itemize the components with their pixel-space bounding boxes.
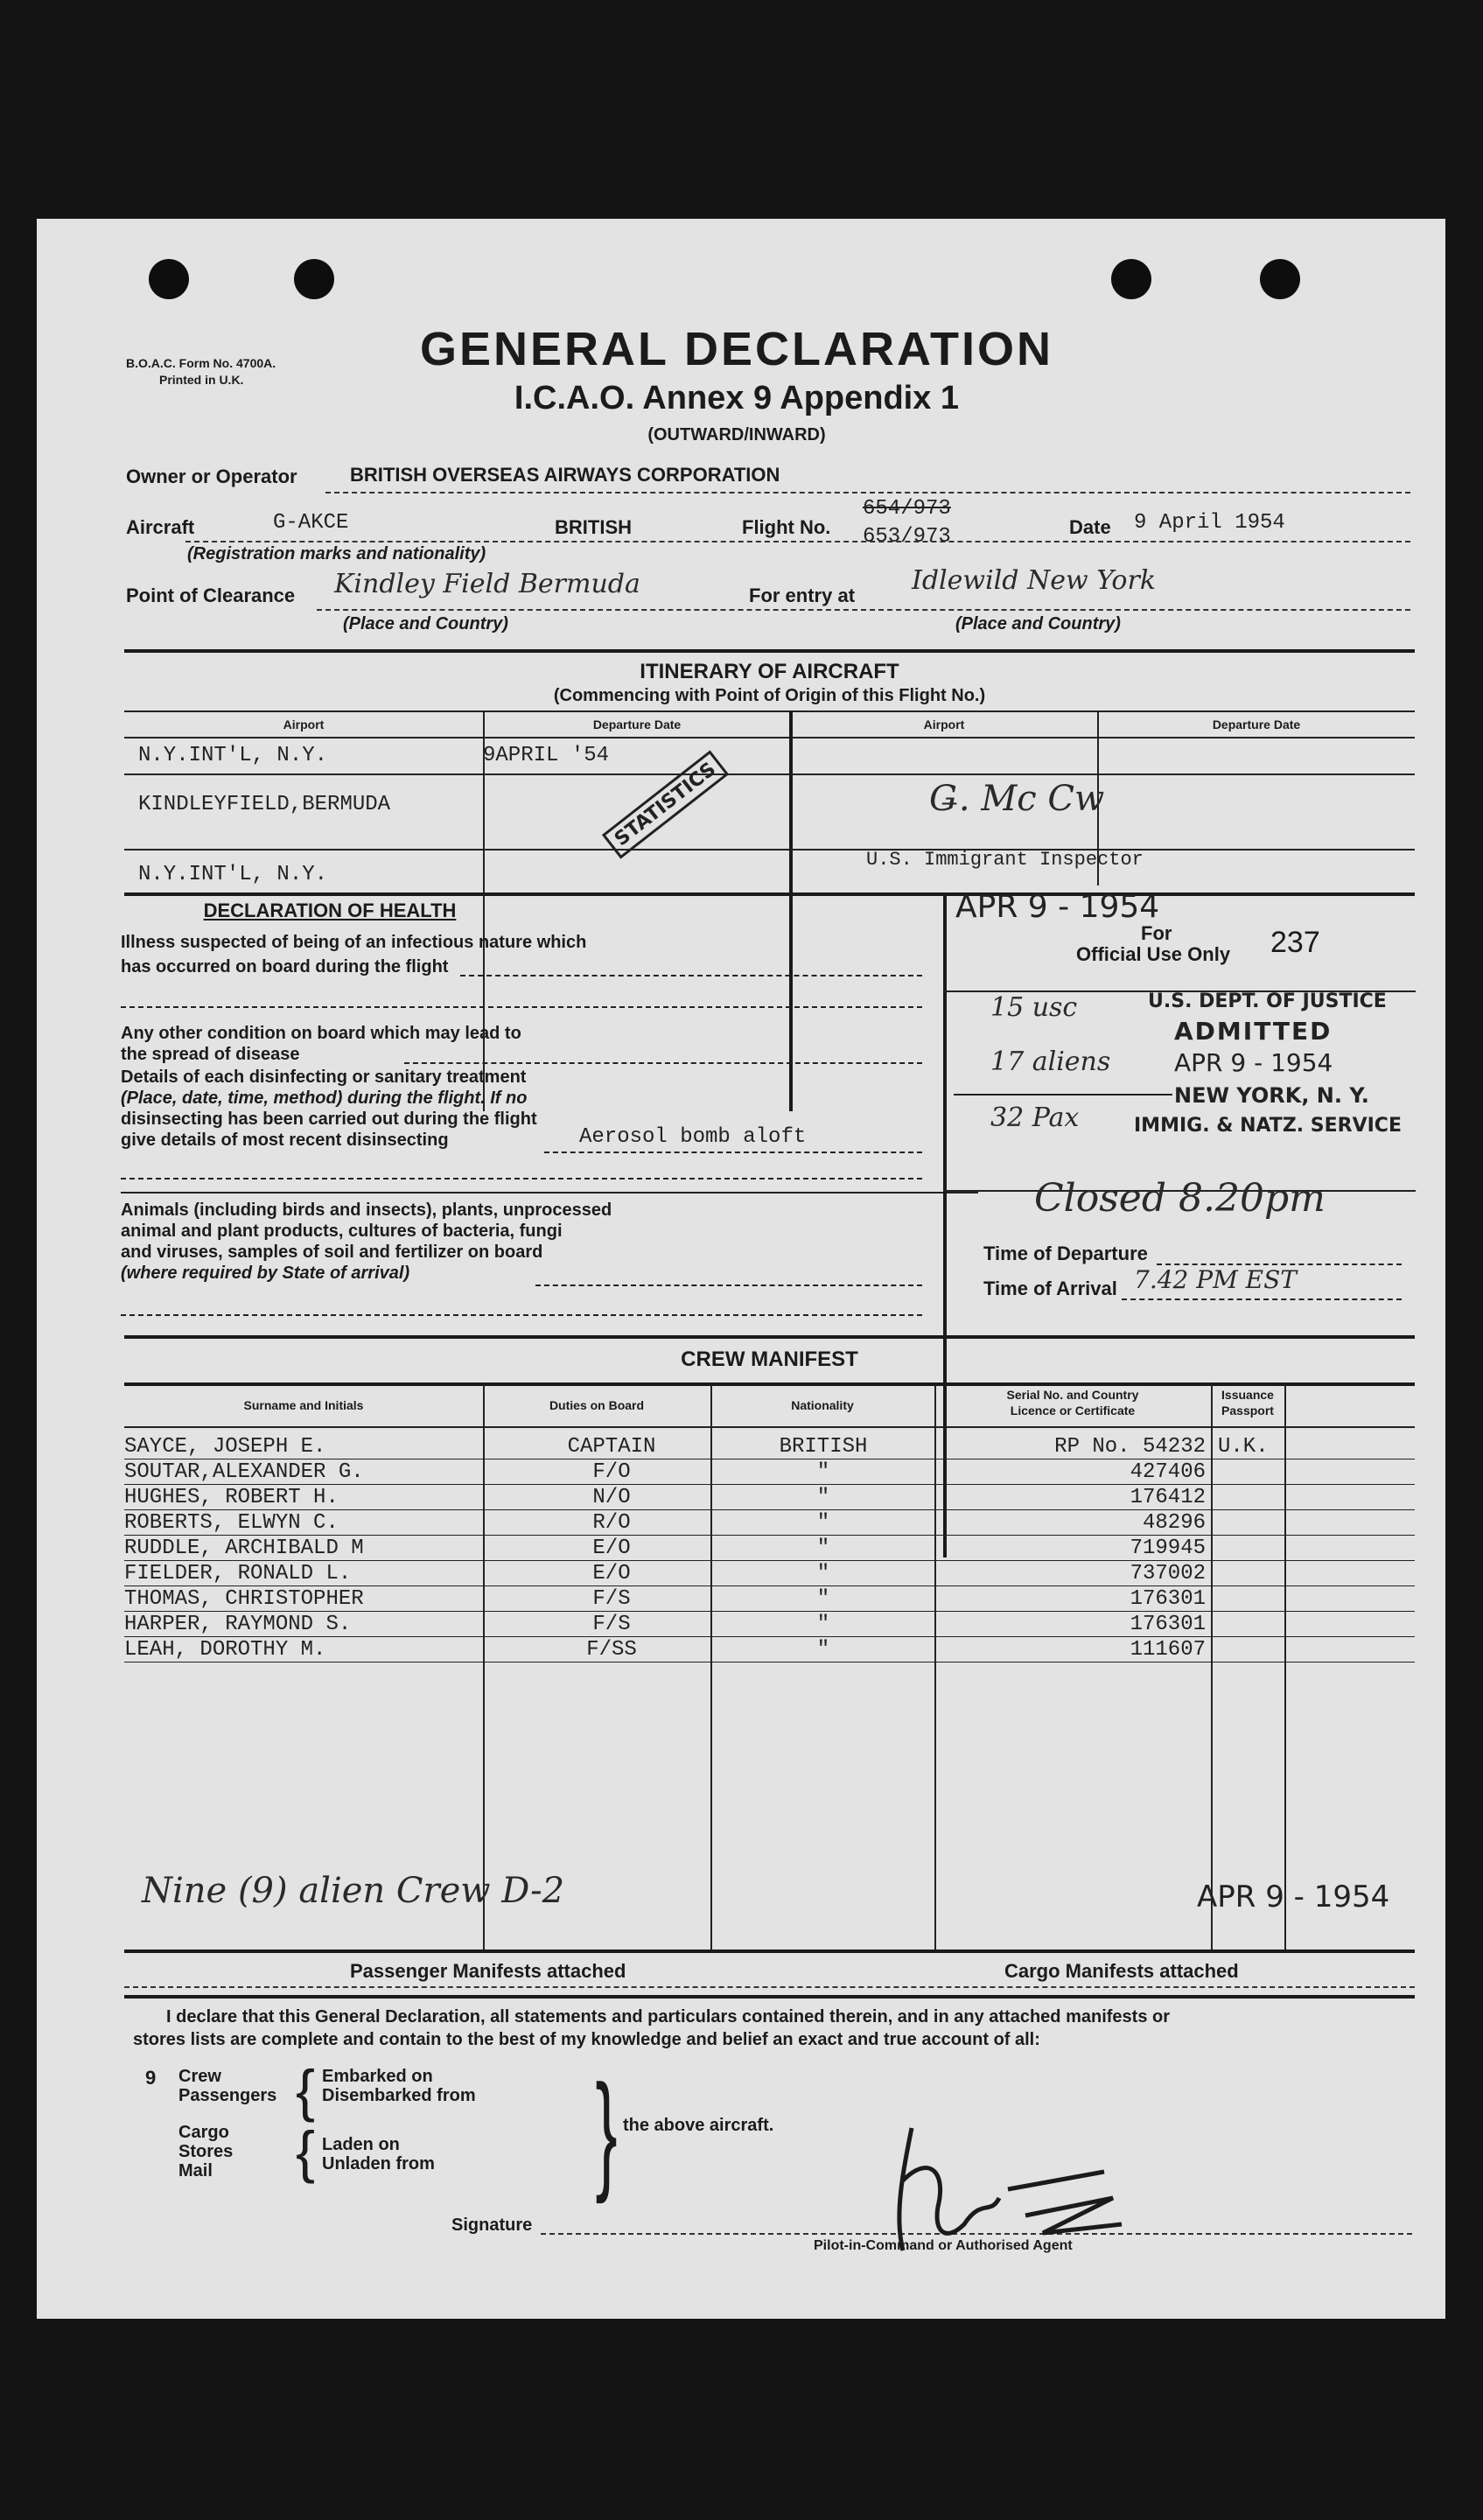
crew-row-rule [124, 1560, 1415, 1561]
brace-icon: { [296, 2058, 316, 2123]
place-note-entry: (Place and Country) [955, 614, 1121, 634]
pilot-signature [877, 2119, 1139, 2286]
cargo-manifests-label: Cargo Manifests attached [1004, 1960, 1239, 1982]
unladen-label: Unladen from [322, 2154, 435, 2174]
crew-serial: 48296 [1142, 1511, 1206, 1535]
brace-icon: { [296, 2119, 316, 2184]
crew-name: THOMAS, CHRISTOPHER [124, 1587, 364, 1611]
health-q1-line1: Illness suspected of being of an infectious nature which [121, 933, 587, 952]
crew-serial: 737002 [1130, 1562, 1206, 1586]
crew-name: SAYCE, JOSEPH E. [124, 1435, 326, 1459]
crew-name: SOUTAR,ALEXANDER G. [124, 1460, 364, 1484]
crew-serial: RP No. 54232 [1054, 1435, 1206, 1459]
itinerary-col-airport-1: Airport [283, 718, 325, 732]
alien-crew-note: Nine (9) alien Crew D-2 [142, 1871, 565, 1911]
crew-duty: F/S [592, 1613, 631, 1636]
clearance-value: Kindley Field Bermuda [334, 569, 640, 599]
crew-serial: 427406 [1130, 1460, 1206, 1484]
entry-label: For entry at [749, 584, 856, 606]
arrival-time-value: 7.42 PM EST [1134, 1265, 1297, 1294]
owner-value: BRITISH OVERSEAS AIRWAYS CORPORATION [350, 464, 780, 486]
form-sheet [37, 219, 1445, 2319]
count-us-citizens: 15 usc [990, 992, 1078, 1023]
crew-serial: 176301 [1130, 1613, 1206, 1636]
entry-value: Idlewild New York [912, 565, 1157, 596]
flight-label: Flight No. [742, 516, 831, 538]
embarked-label: Embarked on [322, 2067, 433, 2086]
aircraft-registration: G-AKCE [273, 511, 349, 535]
count-aliens: 17 aliens [990, 1046, 1111, 1077]
pilot-label: Pilot-in-Command or Authorised Agent [814, 2238, 1073, 2253]
declaration-line2: stores lists are complete and contain to the best of my knowledge and belief an exact and true account of all: [133, 2030, 1040, 2049]
crew-name: ROBERTS, ELWYN C. [124, 1511, 339, 1535]
health-q4-line2: animal and plant products, cultures of bacteria, fungi [121, 1222, 563, 1241]
page-subtitle: I.C.A.O. Annex 9 Appendix 1 [514, 380, 960, 416]
punch-hole [1111, 259, 1151, 299]
health-q1-line2: has occurred on board during the flight [121, 957, 449, 976]
crew-nationality: " [816, 1511, 830, 1535]
crew-label: Crew [178, 2067, 221, 2086]
admitted-stamp: ADMITTED [1174, 1017, 1333, 1046]
crew-duty: CAPTAIN [567, 1435, 656, 1459]
statistics-stamp: STATISTICS [602, 750, 729, 858]
stores-label: Stores [178, 2142, 234, 2161]
crew-serial: 176301 [1130, 1587, 1206, 1611]
count-passengers: 32 Pax [990, 1102, 1080, 1133]
admitted-city: NEW YORK, N. Y. [1174, 1083, 1369, 1108]
place-note-clearance: (Place and Country) [343, 614, 508, 634]
crew-issuance: U.K. [1218, 1435, 1269, 1459]
disembarked-label: Disembarked from [322, 2086, 476, 2105]
crew-row-rule [124, 1535, 1415, 1536]
flight-number-old: 654/973 [863, 497, 951, 521]
aircraft-nationality: BRITISH [555, 516, 632, 538]
crew-name: HARPER, RAYMOND S. [124, 1613, 352, 1636]
crew-duty: F/S [592, 1587, 631, 1611]
aircraft-label: Aircraft [126, 516, 195, 538]
crew-col-serial-2: Licence or Certificate [1010, 1404, 1136, 1418]
crew-nationality: " [816, 1638, 830, 1662]
official-use-label: Official Use Only [1076, 943, 1231, 965]
laden-label: Laden on [322, 2135, 400, 2154]
crew-name: HUGHES, ROBERT H. [124, 1486, 339, 1509]
crew-nationality: " [816, 1613, 830, 1636]
admitted-dept: U.S. DEPT. OF JUSTICE [1148, 990, 1387, 1012]
departure-time-label: Time of Departure [983, 1242, 1148, 1264]
crew-col-serial-1: Serial No. and Country [1006, 1388, 1139, 1402]
crew-date-stamp: APR 9 - 1954 [1197, 1880, 1390, 1914]
crew-duty: F/O [592, 1460, 631, 1484]
crew-nationality: " [816, 1587, 830, 1611]
crew-duty: E/O [592, 1562, 631, 1586]
crew-duty: E/O [592, 1536, 631, 1560]
crew-duty: N/O [592, 1486, 631, 1509]
flight-number: 653/973 [863, 525, 951, 549]
crew-duty: F/SS [586, 1638, 637, 1662]
inspector-title: U.S. Immigrant Inspector [866, 849, 1144, 871]
direction-label: (OUTWARD/INWARD) [647, 425, 826, 444]
admitted-date: APR 9 - 1954 [1174, 1048, 1333, 1077]
punch-hole [1260, 259, 1300, 299]
itinerary-subtitle: (Commencing with Point of Origin of this Flight No.) [553, 686, 986, 705]
passengers-label: Passengers [178, 2086, 277, 2105]
crew-serial: 719945 [1130, 1536, 1206, 1560]
crew-col-issuance-1: Issuance [1221, 1388, 1274, 1402]
admitted-service: IMMIG. & NATZ. SERVICE [1134, 1115, 1402, 1137]
health-q2-line1: Any other condition on board which may lead to [121, 1024, 521, 1043]
health-q3-line1: Details of each disinfecting or sanitary treatment [121, 1068, 527, 1087]
crew-name: LEAH, DOROTHY M. [124, 1638, 326, 1662]
crew-nationality: " [816, 1486, 830, 1509]
crew-title: CREW MANIFEST [681, 1348, 858, 1371]
crew-row-rule [124, 1509, 1415, 1510]
itinerary-row-2-airport: KINDLEYFIELD,BERMUDA [138, 793, 391, 816]
arrival-time-label: Time of Arrival [983, 1278, 1117, 1299]
for-label: For [1141, 922, 1172, 944]
arrival-date-stamp: APR 9 - 1954 [955, 889, 1160, 925]
itinerary-col-departure-1: Departure Date [592, 718, 682, 732]
printed-note: Printed in U.K. [159, 373, 244, 387]
disinsecting-value: Aerosol bomb aloft [579, 1125, 807, 1149]
cargo-label: Cargo [178, 2123, 229, 2142]
crew-row-rule [124, 1459, 1415, 1460]
crew-serial: 111607 [1130, 1638, 1206, 1662]
health-q4-line1: Animals (including birds and insects), plants, unprocessed [121, 1200, 612, 1220]
crew-col-duties: Duties on Board [549, 1398, 645, 1412]
crew-name: RUDDLE, ARCHIBALD M [124, 1536, 364, 1560]
crew-name: FIELDER, RONALD L. [124, 1562, 352, 1586]
health-q3-line3: disinsecting has been carried out during the flight [121, 1110, 537, 1129]
crew-duty: R/O [592, 1511, 631, 1535]
inspector-signature: Ǥ. Mc Cw [929, 779, 1105, 819]
crew-serial: 176412 [1130, 1486, 1206, 1509]
crew-count: 9 [145, 2067, 157, 2089]
crew-row-rule [124, 1484, 1415, 1485]
health-q4-line4: (where required by State of arrival) [121, 1264, 410, 1283]
crew-col-nationality: Nationality [791, 1398, 854, 1412]
official-number: 237 [1270, 926, 1320, 959]
itinerary-row-3-airport: N.Y.INT'L, N.Y. [138, 863, 328, 886]
health-q2-line2: the spread of disease [121, 1045, 300, 1064]
health-title: DECLARATION OF HEALTH [203, 900, 457, 921]
passenger-manifests-label: Passenger Manifests attached [350, 1960, 626, 1982]
crew-col-issuance-2: Passport [1221, 1404, 1274, 1418]
itinerary-row-1-date: 9APRIL '54 [483, 744, 610, 767]
crew-nationality: " [816, 1536, 830, 1560]
page-title: GENERAL DECLARATION [419, 323, 1053, 375]
date-value: 9 April 1954 [1134, 511, 1285, 535]
itinerary-row-1-airport: N.Y.INT'L, N.Y. [138, 744, 328, 767]
crew-nationality: " [816, 1562, 830, 1586]
closed-time: Closed 8.20pm [1034, 1176, 1326, 1221]
declaration-line1: I declare that this General Declaration, all statements and particulars contained therein, and in any attached manifests or [166, 2007, 1171, 2026]
itinerary-col-departure-2: Departure Date [1212, 718, 1301, 732]
form-number: B.O.A.C. Form No. 4700A. [126, 356, 276, 370]
health-q4-line3: and viruses, samples of soil and fertilizer on board [121, 1242, 543, 1262]
signature-label: Signature [451, 2216, 533, 2235]
right-brace-icon: } [595, 2057, 618, 2204]
health-q3-line4: give details of most recent disinsecting [121, 1130, 449, 1150]
punch-hole [149, 259, 189, 299]
crew-nationality: BRITISH [779, 1435, 868, 1459]
crew-nationality: " [816, 1460, 830, 1484]
itinerary-col-airport-2: Airport [923, 718, 965, 732]
owner-label: Owner or Operator [126, 466, 297, 487]
crew-row-rule [124, 1611, 1415, 1612]
above-aircraft-label: the above aircraft. [623, 2116, 774, 2135]
crew-col-name: Surname and Initials [243, 1398, 364, 1412]
punch-hole [294, 259, 334, 299]
health-q3-line2: (Place, date, time, method) during the flight. If no [121, 1088, 528, 1108]
mail-label: Mail [178, 2161, 213, 2180]
itinerary-title: ITINERARY OF AIRCRAFT [640, 660, 899, 683]
registration-note: (Registration marks and nationality) [187, 544, 486, 564]
clearance-label: Point of Clearance [126, 584, 296, 606]
date-label: Date [1069, 516, 1111, 538]
crew-row-rule [124, 1636, 1415, 1637]
